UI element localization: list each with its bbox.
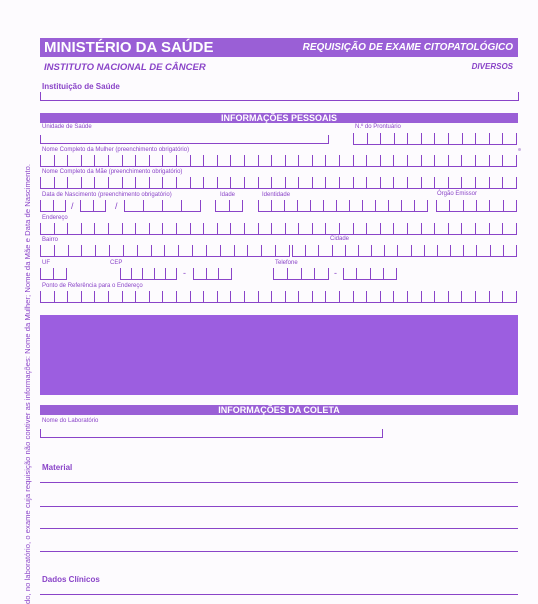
- endereco-boxes[interactable]: [40, 223, 517, 235]
- laboratorio-label: Nome do Laboratório: [42, 418, 99, 424]
- nascimento-label: Data de Nascimento (preenchimento obrigatório): [42, 192, 172, 198]
- bairro-boxes[interactable]: [40, 245, 290, 257]
- material-line-3[interactable]: [40, 528, 518, 529]
- telefone-label: Telefone: [275, 260, 298, 266]
- nome-mulher-boxes[interactable]: [40, 155, 517, 167]
- section-coleta-title: INFORMAÇÕES DA COLETA: [218, 405, 340, 415]
- prontuario-boxes[interactable]: [353, 133, 517, 145]
- nascimento-dia-boxes[interactable]: [40, 200, 66, 212]
- telefone-boxes-2[interactable]: [343, 268, 397, 280]
- idade-boxes[interactable]: [215, 200, 243, 212]
- material-line-4[interactable]: [40, 551, 518, 552]
- nascimento-ano-boxes[interactable]: [124, 200, 201, 212]
- idade-label: Idade: [220, 192, 236, 198]
- material-label: Material: [42, 463, 73, 472]
- form-subtitle: REQUISIÇÃO DE EXAME CITOPATOLÓGICO: [302, 42, 513, 53]
- instituicao-field[interactable]: [40, 92, 519, 101]
- endereco-label: Endereço: [42, 215, 68, 221]
- date-separator-1: /: [71, 201, 74, 211]
- dados-clinicos-label: Dados Clínicos: [42, 575, 100, 584]
- form-category: DIVERSOS: [471, 62, 513, 71]
- ministry-title: MINISTÉRIO DA SAÚDE: [44, 39, 214, 56]
- redacted-purple-area: [40, 315, 518, 395]
- side-notice-text: do, no laboratório, o exame cuja requisição não contiver as informações: Nome da Mulher; Nome da Mãe e Data de Nascimento.: [23, 163, 32, 604]
- nome-mae-boxes[interactable]: [40, 177, 517, 189]
- section-pessoais-title: INFORMAÇÕES PESSOAIS: [220, 113, 337, 123]
- nascimento-mes-boxes[interactable]: [80, 200, 106, 212]
- cep-separator: -: [183, 268, 186, 278]
- instituicao-label: Instituição de Saúde: [42, 82, 120, 91]
- uf-boxes[interactable]: [40, 268, 67, 280]
- nome-mae-label: Nome Completo da Mãe (preenchimento obrigatório): [42, 169, 183, 175]
- date-separator-2: /: [115, 201, 118, 211]
- material-line-2[interactable]: [40, 506, 518, 507]
- unidade-label: Unidade de Saúde: [42, 124, 92, 130]
- nome-mulher-label: Nome Completo da Mulher (preenchimento obrigatório): [42, 147, 190, 153]
- telefone-separator: -: [334, 268, 337, 278]
- cep-boxes-2[interactable]: [193, 268, 232, 280]
- cidade-boxes[interactable]: [292, 245, 517, 257]
- ponto-referencia-label: Ponto de Referência para o Endereço: [42, 283, 143, 289]
- orgao-emissor-boxes[interactable]: [436, 200, 517, 212]
- cep-boxes-1[interactable]: [120, 268, 177, 280]
- orgao-emissor-label: Órgão Emissor: [437, 191, 478, 197]
- material-line-1[interactable]: [40, 482, 518, 483]
- cidade-label: Cidade: [330, 236, 350, 242]
- ponto-referencia-boxes[interactable]: [40, 291, 517, 303]
- uf-label: UF: [42, 260, 50, 266]
- dados-clinicos-line-1[interactable]: [40, 594, 518, 595]
- unidade-field[interactable]: [40, 135, 329, 144]
- laboratorio-field[interactable]: [40, 429, 383, 438]
- identidade-boxes[interactable]: [258, 200, 428, 212]
- identidade-label: Identidade: [262, 192, 291, 198]
- paper-speck: [518, 148, 521, 151]
- bairro-label: Bairro: [42, 237, 59, 243]
- institute-name: INSTITUTO NACIONAL DE CÂNCER: [44, 62, 206, 73]
- prontuario-label: N.º do Prontuário: [355, 124, 401, 130]
- telefone-boxes-1[interactable]: [273, 268, 329, 280]
- cep-label: CEP: [110, 260, 123, 266]
